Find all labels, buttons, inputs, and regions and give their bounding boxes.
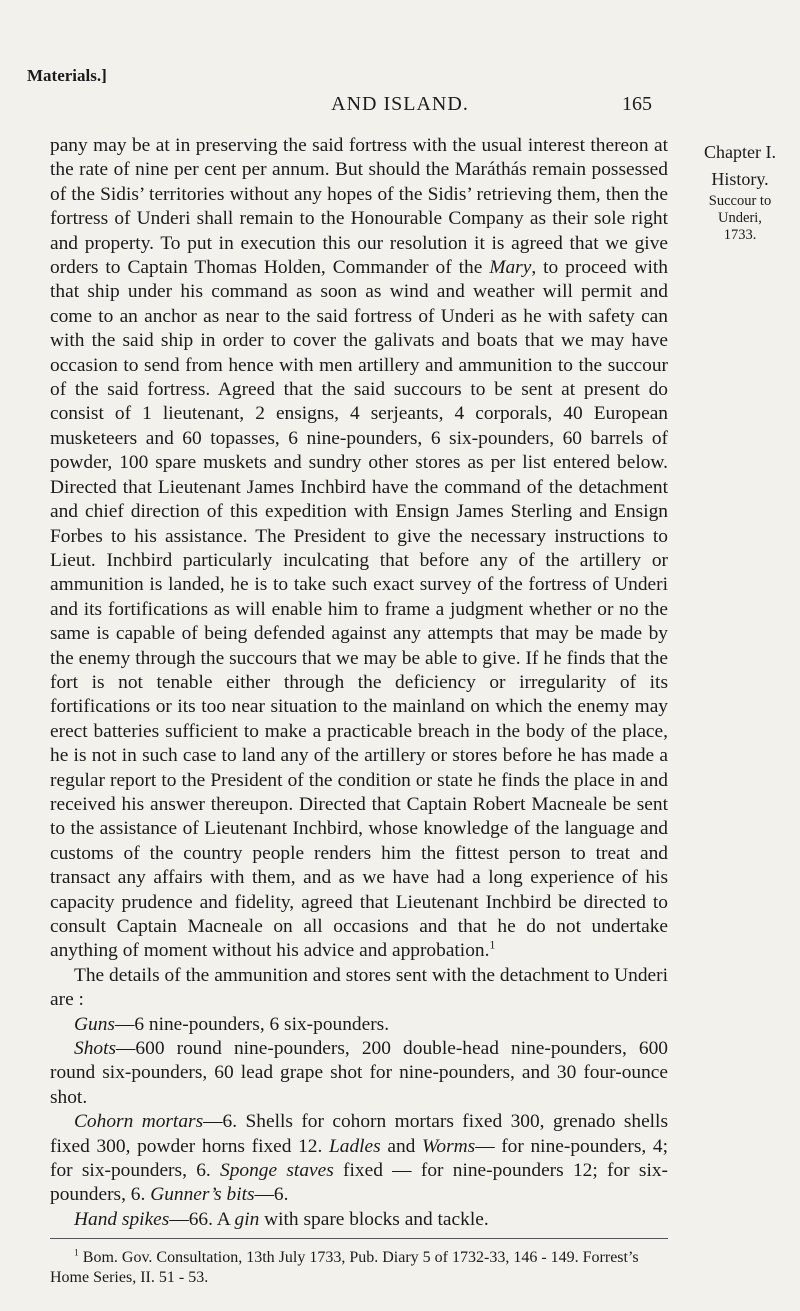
item-text: —6 nine-pounders, 6 six-pounders. — [114, 1013, 390, 1035]
margin-note-line: 1733. — [723, 227, 757, 243]
paragraph-text: The details of the ammunition and stores sent with the detachment to Underi are : — [50, 964, 668, 1011]
list-item-spikes — [50, 1208, 668, 1232]
footnote-divider — [50, 1238, 668, 1239]
margin-note-line: Succour to — [708, 193, 772, 209]
page-number: 165 — [622, 93, 652, 115]
item-text: with spare blocks and tackle. — [259, 1208, 489, 1230]
item-text: —66. A — [169, 1208, 235, 1230]
item-label: Hand spikes — [74, 1208, 170, 1230]
item-text: —6. — [254, 1184, 289, 1206]
running-head-left: Materials.] — [27, 66, 107, 85]
running-head-title: AND ISLAND. — [331, 93, 469, 115]
paragraph-consultation — [50, 134, 668, 964]
item-text: —6. Shells for cohorn mortars fixed 300, grenado shells fixed 300, powder horns fixed 12. — [50, 1111, 668, 1157]
paragraph-details — [50, 964, 668, 1013]
item-label: Guns — [74, 1013, 115, 1035]
marginal-note — [688, 139, 792, 244]
item-label: Gunner’s bits — [150, 1184, 255, 1206]
item-label: Shots — [74, 1038, 117, 1060]
margin-chapter: Chapter I. — [704, 142, 776, 162]
footnote — [50, 1248, 668, 1288]
item-text: —600 round nine-pounders, 200 double-head nine-pounders, 600 round six-pounders, 60 lead grape shot for nine-pounders, and 30 four-ounce shot. — [50, 1038, 668, 1108]
paragraph-text: , to proceed with that ship under his command as soon as wind and weather will permit and come to an anchor as near to the said fortress of Underi as he with safety can with the said ship in order to cover the galivats and boats that we may have occasion to send from hence with men artillery and ammunition to the succour of the said fortress. Agreed that the said succours to be sent at present do consist of 1 lieutenant, 2 ensigns, 4 serjeants, 4 corporals, 40 European musketeers and 60 topasses, 6 nine-pounders, 6 six-pounders, 60 barrels of powder, 100 spare muskets and sundry other stores as per list entered below. Directed that Lieutenant James Inchbird have the command of the detachment and chief direction of this expedition with Ensign James Sterling and Ensign Forbes to his assistance. The President to give the necessary instructions to Lieut. Inchbird particularly inculcating that before any of the artillery or ammunition is landed, he is to take such exact survey of the fortress of Underi and its fortifications as will enable him to frame a judgment whether or no the same is capable of being defended against any attempts that may be made by the enemy through the succours that we may be able to give. If he finds that the fort is not tenable either through the deficiency or irregularity of its fortifications or its too near situation to the mainland on which the enemy may erect batteries sufficient to make a practicable breach in the body of the place, he is not in such case to land any of the artillery or stores before he has made a regular report to the President of the condition or state he finds the place in and received his answer thereupon. Directed that Captain Robert Macneale be sent to the assistance of Lieutenant Inchbird, whose knowledge of the language and customs of the country people renders him the fittest person to treat and transact any affairs with them, and as we have had a long experience of his capacity prudence and fidelity, agreed that Lieutenant Inchbird be directed to consult Captain Macneale on all occasions and that he do not undertake anything of moment without his advice and approbation. — [50, 257, 668, 962]
footnote-marker: 1 — [74, 1247, 79, 1259]
footnote-ref: 1 — [489, 938, 496, 952]
list-item-guns — [50, 1013, 668, 1037]
item-text: fixed — for nine-pounders 12; for six-pounders, 6. — [50, 1160, 668, 1206]
list-item-cohorn — [50, 1110, 668, 1208]
footnote-text: Bom. Gov. Consultation, 13th July 1733, Pub. Diary 5 of 1732-33, 146 - 149. Forrest’s Home Series, II. 51 - 53. — [50, 1249, 639, 1286]
item-label: gin — [234, 1208, 260, 1230]
margin-section: History. — [711, 169, 769, 189]
paragraph-text: pany may be at in preserving the said fortress with the usual interest thereon at the rate of nine per cent per annum. But should the Maráthás remain possessed of the Sidis’ territories without any hopes of the Sidis’ retrieving them, then the fortress of Underi shall remain to the Honourable Company as their sole right and property. To put in execution this our resolution it is agreed that we give orders to Captain Thomas Holden, Commander of the — [50, 135, 668, 279]
margin-note-line: Underi, — [718, 210, 762, 226]
item-label: Worms — [422, 1135, 476, 1157]
item-label: Sponge staves — [220, 1160, 334, 1182]
item-text: — for nine-pounders, 4; for six-pounders, 6. — [50, 1135, 668, 1182]
ship-name: Mary — [489, 257, 532, 279]
item-text: and — [380, 1135, 423, 1157]
list-item-shots — [50, 1037, 668, 1110]
main-text — [50, 134, 668, 1232]
item-label: Ladles — [329, 1135, 381, 1157]
item-label: Cohorn mortars — [74, 1111, 204, 1133]
